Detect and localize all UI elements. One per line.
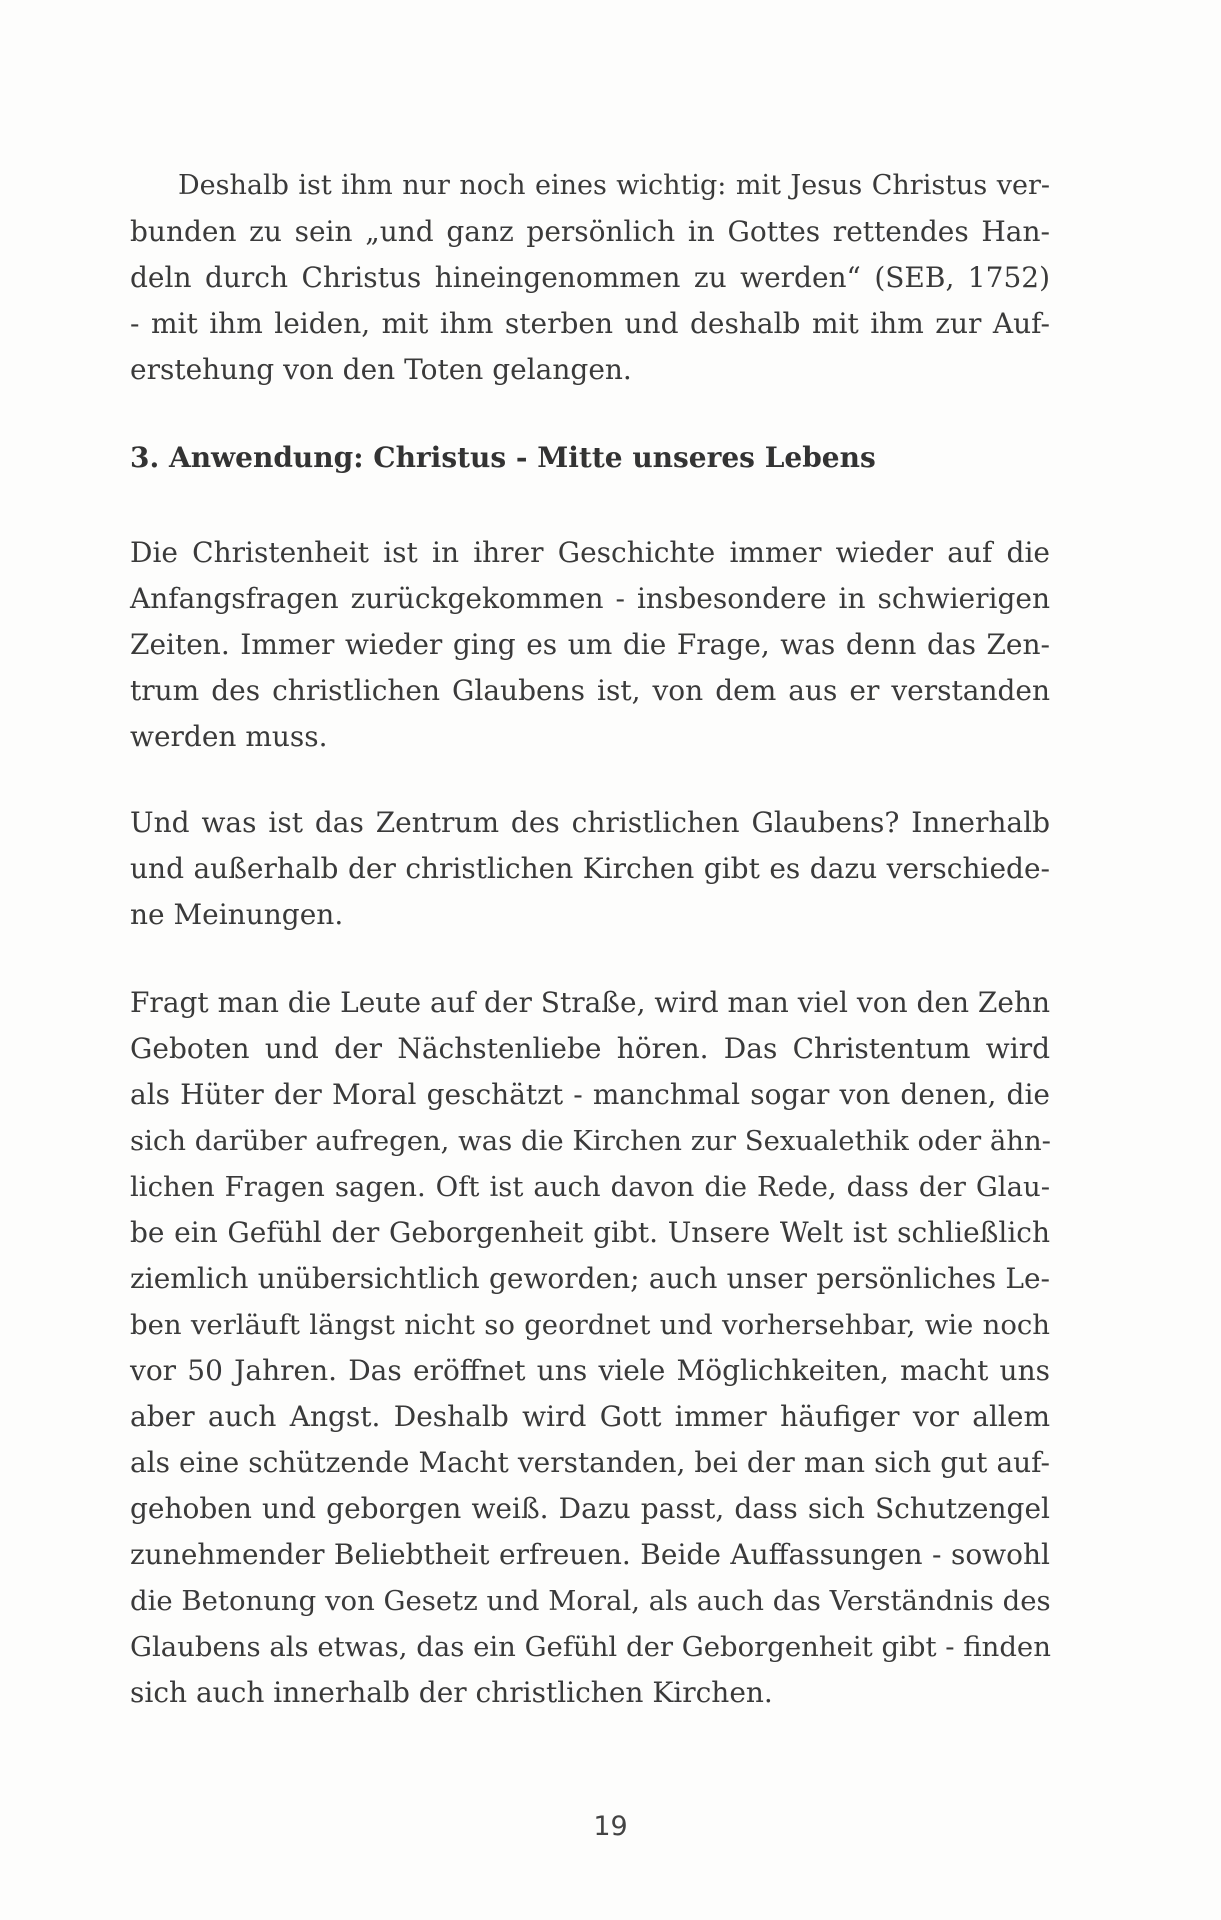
text-line: Deshalb ist ihm nur noch eines wichtig: mit Jesus Christus ver- — [178, 170, 1050, 201]
text-line: - mit ihm leiden, mit ihm sterben und deshalb mit ihm zur Auf- — [130, 307, 1050, 340]
text-line: sich auch innerhalb der christlichen Kirchen. — [130, 1676, 773, 1709]
text-line: vor 50 Jahren. Das eröffnet uns viele Möglichkeiten, macht uns — [130, 1354, 1050, 1387]
text-line: Anfangsfragen zurückgekommen - insbesondere in schwierigen — [130, 582, 1050, 615]
text-line: aber auch Angst. Deshalb wird Gott immer häufiger vor allem — [130, 1400, 1050, 1433]
text-line: bunden zu sein „und ganz persönlich in Gottes rettendes Han- — [130, 215, 1050, 248]
text-line: Fragt man die Leute auf der Straße, wird man viel von den Zehn — [130, 986, 1051, 1019]
text-line: Zeiten. Immer wieder ging es um die Frage, was denn das Zen- — [130, 628, 1050, 661]
text-line: lichen Fragen sagen. Oft ist auch davon die Rede, dass der Glau- — [130, 1171, 1050, 1203]
paragraph — [130, 800, 1050, 938]
text-line: die Betonung von Gesetz und Moral, als auch das Verständnis des — [130, 1585, 1051, 1617]
text-line: gehoben und geborgen weiß. Dazu passt, dass sich Schutzengel — [130, 1492, 1050, 1525]
section-heading: 3. Anwendung: Christus - Mitte unseres Lebens — [130, 441, 876, 474]
text-line: deln durch Christus hineingenommen zu werden“ (SEB, 1752) — [130, 261, 1050, 294]
text-line: trum des christlichen Glaubens ist, von dem aus er verstanden — [130, 674, 1050, 707]
text-line: Und was ist das Zentrum des christlichen Glaubens? Innerhalb — [130, 806, 1050, 839]
text-line: als eine schützende Macht verstanden, bei der man sich gut auf- — [130, 1446, 1050, 1479]
text-line: ne Meinungen. — [130, 898, 344, 931]
text-line: erstehung von den Toten gelangen. — [130, 353, 632, 386]
paragraph-continuation — [130, 163, 1050, 393]
text-line: und außerhalb der christlichen Kirchen gibt es dazu verschiede- — [130, 852, 1050, 885]
paragraph — [130, 530, 1050, 760]
text-line: ziemlich unübersichtlich geworden; auch unser persönliches Le- — [130, 1262, 1050, 1295]
text-line: werden muss. — [130, 720, 328, 753]
text-line: als Hüter der Moral geschätzt - manchmal sogar von denen, die — [130, 1078, 1050, 1111]
page-number: 19 — [593, 1811, 628, 1842]
text-line: Geboten und der Nächstenliebe hören. Das Christentum wird — [130, 1032, 1050, 1065]
text-line: sich darüber aufregen, was die Kirchen zur Sexualethik oder ähn- — [130, 1125, 1051, 1157]
paragraph — [130, 980, 1050, 1716]
text-line: zunehmender Beliebtheit erfreuen. Beide Auffassungen - sowohl — [130, 1538, 1050, 1571]
text-line: Die Christenheit ist in ihrer Geschichte immer wieder auf die — [130, 536, 1050, 569]
text-line: ben verläuft längst nicht so geordnet und vorhersehbar, wie noch — [130, 1309, 1050, 1341]
text-line: Glaubens als etwas, das ein Gefühl der Geborgenheit gibt - finden — [130, 1631, 1051, 1663]
text-line: be ein Gefühl der Geborgenheit gibt. Unsere Welt ist schließlich — [130, 1216, 1050, 1249]
